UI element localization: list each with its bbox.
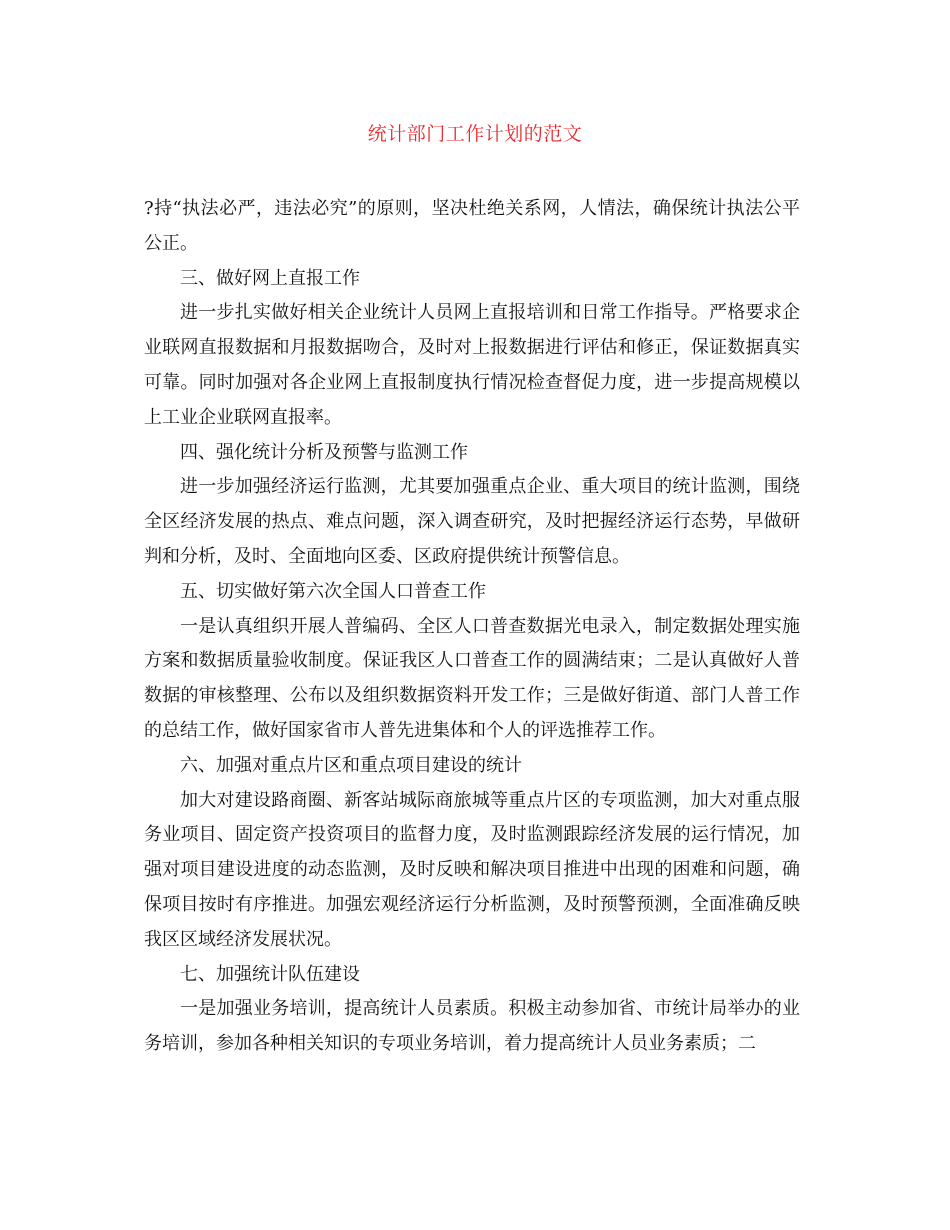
paragraph: 加大对建设路商圈、新客站城际商旅城等重点片区的专项监测，加大对重点服务业项目、固定资产投资项目的监督力度，及时监测跟踪经济发展的运行情况，加强对项目建设进度的动态监测，及时反映和解决项目推进中出现的困难和问题，确保项目按时有序推进。加强宏观经济运行分析监测，及时预警预测，全面准确反映我区区域经济发展状况。	[144, 789, 800, 950]
paragraph: 一是认真组织开展人普编码、全区人口普查数据光电录入，制定数据处理实施方案和数据质量验收制度。保证我区人口普查工作的圆满结束；二是认真做好人普数据的审核整理、公布以及组织数据资料开发工作；三是做好街道、部门人普工作的总结工作，做好国家省市人普先进集体和个人的评选推荐工作。	[144, 615, 800, 741]
paragraph-continuation: ?持“执法必严，违法必究”的原则，坚决杜绝关系网，人情法，确保统计执法公平公正。	[144, 198, 800, 254]
document-body	[144, 192, 800, 1062]
section-heading-3: 三、做好网上直报工作	[180, 267, 360, 289]
paragraph: 进一步扎实做好相关企业统计人员网上直报培训和日常工作指导。严格要求企业联网直报数据和月报数据吻合，及时对上报数据进行评估和修正，保证数据真实可靠。同时加强对各企业网上直报制度执行情况检查督促力度，进一步提高规模以上工业企业联网直报率。	[144, 302, 800, 428]
section-heading-5: 五、切实做好第六次全国人口普查工作	[180, 580, 486, 602]
section-heading-7: 七、加强统计队伍建设	[180, 963, 360, 985]
section-heading-4: 四、强化统计分析及预警与监测工作	[180, 441, 468, 463]
paragraph: 一是加强业务培训，提高统计人员素质。积极主动参加省、市统计局举办的业务培训，参加各种相关知识的专项业务培训，着力提高统计人员业务素质；二	[144, 998, 800, 1055]
paragraph: 进一步加强经济运行监测，尤其要加强重点企业、重大项目的统计监测，围绕全区经济发展的热点、难点问题，深入调查研究，及时把握经济运行态势，早做研判和分析，及时、全面地向区委、区政府提供统计预警信息。	[144, 476, 800, 567]
section-heading-6: 六、加强对重点片区和重点项目建设的统计	[180, 754, 522, 776]
document-title: 统计部门工作计划的范文	[367, 123, 583, 145]
